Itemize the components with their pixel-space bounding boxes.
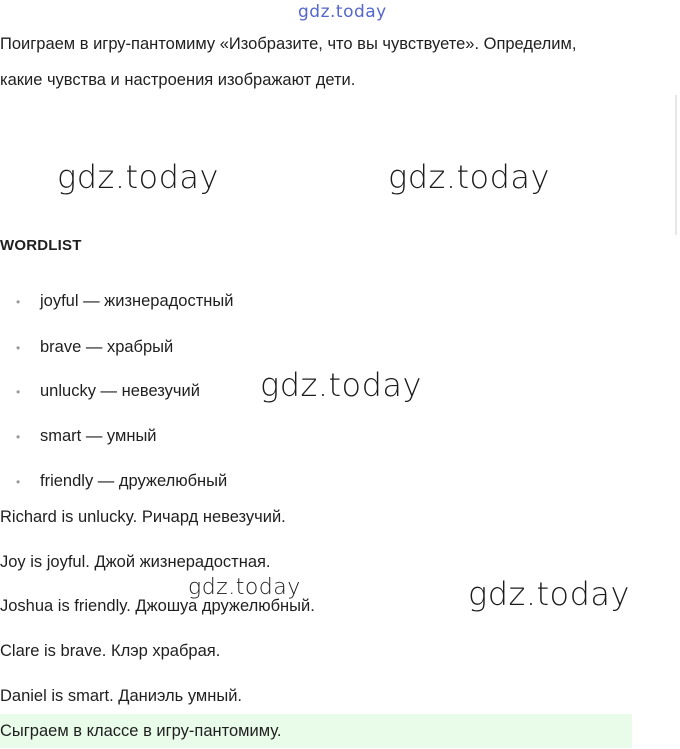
highlight-text: Сыграем в классе в игру-пантомиму. [0, 722, 282, 740]
intro-line-2: какие чувства и настроения изображают дети. [0, 71, 356, 89]
list-item-text: friendly — дружелюбный [40, 472, 228, 490]
watermark-top: gdz.today [298, 2, 387, 22]
sentence: Clare is brave. Клэр храбрая. [0, 642, 221, 660]
list-item-text: unlucky — невезучий [40, 382, 200, 400]
list-item [16, 427, 157, 446]
watermark-right: gdz.today [388, 158, 550, 196]
list-item-text: smart — умный [40, 427, 157, 445]
list-item [16, 382, 200, 401]
sentence: Daniel is smart. Даниэль умный. [0, 687, 243, 705]
intro-line-1: Поиграем в игру-пантомиму «Изобразите, что вы чувствуете». Определим, [0, 35, 577, 53]
watermark-bottom-right: gdz.today [468, 575, 630, 613]
watermark-center: gdz.today [260, 366, 422, 404]
list-item-text: brave — храбрый [40, 338, 174, 356]
sentence: Joshua is friendly. Джошуа дружелюбный. [0, 597, 315, 615]
highlight-block [0, 714, 632, 748]
list-item-text: joyful — жизнерадостный [40, 292, 234, 310]
bullet-icon: • [16, 384, 21, 399]
list-item [16, 338, 173, 357]
sentence: Richard is unlucky. Ричард невезучий. [0, 508, 286, 526]
list-item [16, 472, 227, 491]
bullet-icon: • [16, 340, 21, 355]
watermark-left: gdz.today [57, 158, 219, 196]
watermark-small: gdz.today [188, 575, 301, 600]
bullet-icon: • [16, 294, 21, 309]
bullet-icon: • [16, 429, 21, 444]
scrollbar-track[interactable] [675, 95, 677, 235]
list-item [16, 292, 233, 311]
sentence: Joy is joyful. Джой жизнерадостная. [0, 553, 271, 571]
wordlist-heading: WORDLIST [0, 237, 82, 254]
bullet-icon: • [16, 474, 21, 489]
